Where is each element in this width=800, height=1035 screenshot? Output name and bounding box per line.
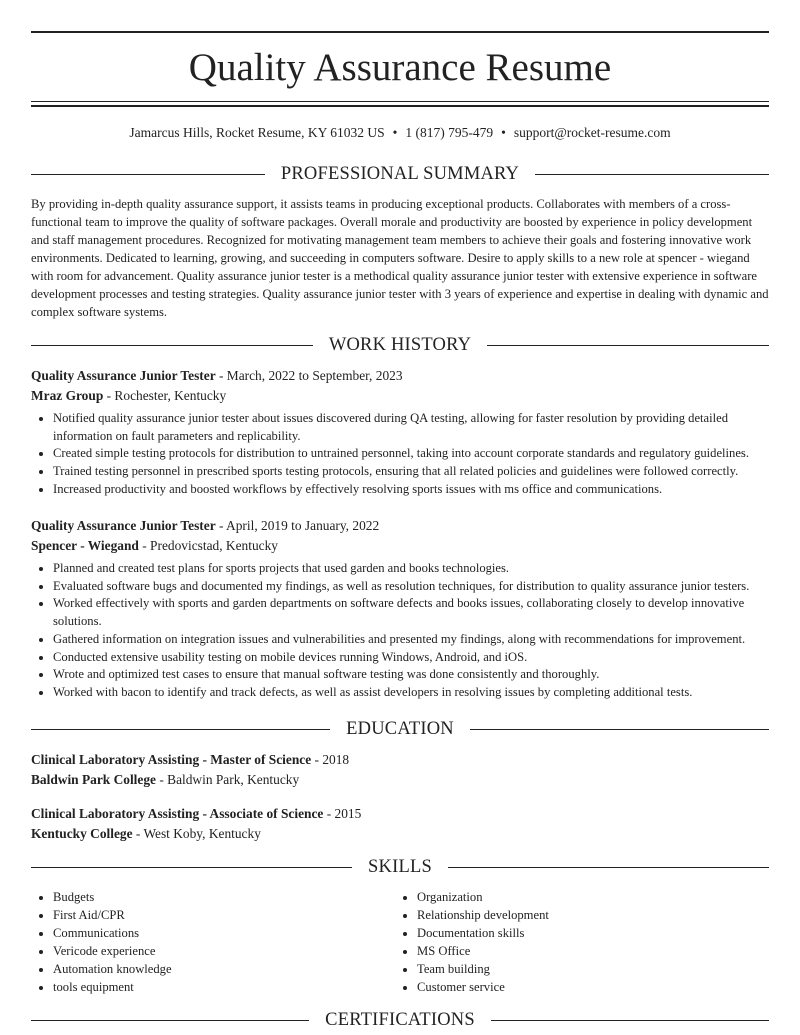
list-item: • Notified quality assurance junior tester about issues discovered during QA testing, allowing for faster resolution by providing detailed information on fault parameters and replicability. — [53, 410, 769, 445]
list-item: • Evaluated software bugs and documented my findings, as well as resolution techniques, for distribution to quality assurance junior testers. — [53, 578, 769, 596]
job-location: - Predovicstad, Kentucky — [138, 537, 278, 553]
job-bullets — [31, 410, 769, 499]
education-degree: Clinical Laboratory Assisting - Master of Science — [31, 752, 312, 767]
summary-text: By providing in-depth quality assurance support, it assists teams in producing exceptional products. Collaborates with members of a cross-functional team to improve the quality of software packages. Overall morale and productivity are boosted by experience in policy development and staff management procedures. Recognized for motivating management team members to achieve their goals and fostering innovative work environments. Dedicated to learning, growing, and succeeding in computers software. Desire to apply skills to a new role at spencer - wiegand with room for advancement. Quality assurance junior tester is a methodical quality assurance junior tester with extensive experience in software development processes and testing strategies. Quality assurance junior tester with 3 years of experience and expertise in dealing with dynamic and complex software systems. — [31, 197, 769, 319]
job-dates: - April, 2019 to January, 2022 — [215, 518, 380, 533]
section-heading-skills — [31, 856, 769, 878]
list-item: • MS Office — [417, 943, 735, 961]
section-title: EDUCATION — [346, 719, 454, 739]
education-location: - Baldwin Park, Kentucky — [155, 771, 300, 787]
top-rule — [31, 31, 769, 33]
job-dates: - March, 2022 to September, 2023 — [215, 368, 403, 383]
list-item: • Team building — [417, 961, 735, 979]
contact-email[interactable]: support@rocket-resume.com — [513, 125, 671, 140]
title-rule-upper — [31, 101, 769, 102]
education-school: Kentucky College — [31, 825, 133, 841]
section-heading-work — [31, 334, 769, 356]
job-bullets — [31, 560, 769, 702]
list-item: • Worked effectively with sports and garden departments on software defects and books issues, collaborating closely to develop innovative solutions. — [53, 595, 769, 630]
list-item: • tools equipment — [53, 979, 371, 997]
education-year: - 2015 — [323, 806, 362, 821]
contact-separator: • — [501, 125, 506, 140]
section-heading-summary — [31, 163, 769, 185]
list-item: • Planned and created test plans for sports projects that used garden and books technologies. — [53, 560, 769, 578]
list-item: • Gathered information on integration issues and vulnerabilities and presented my findings, along with recommendations for improvement. — [53, 631, 769, 649]
education-location: - West Koby, Kentucky — [132, 825, 261, 841]
job-location: - Rochester, Kentucky — [103, 387, 227, 403]
list-item: • Wrote and optimized test cases to ensure that manual software testing was done consistently and thoroughly. — [53, 666, 769, 684]
section-title: WORK HISTORY — [328, 335, 472, 355]
job-title: Quality Assurance Junior Tester — [31, 368, 216, 383]
contact-phone: 1 (817) 795-479 — [405, 125, 494, 140]
section-title: CERTIFICATIONS — [325, 1010, 475, 1030]
job-entry — [31, 516, 769, 702]
list-item: • Conducted extensive usability testing on mobile devices running Windows, Android, and iOS. — [53, 649, 769, 667]
list-item: • First Aid/CPR — [53, 907, 371, 925]
education-school: Baldwin Park College — [31, 771, 156, 787]
list-item: • Created simple testing protocols for distribution to untrained personnel, taking into account corporate standards and regulatory guidelines. — [53, 445, 769, 463]
list-item: • Documentation skills — [417, 925, 735, 943]
education-year: - 2018 — [311, 752, 350, 767]
list-item: • Organization — [417, 889, 735, 907]
title-rule-lower — [31, 105, 769, 107]
education-entry — [31, 804, 769, 843]
list-item: • Relationship development — [417, 907, 735, 925]
education-entry — [31, 750, 769, 789]
contact-separator: • — [392, 125, 398, 140]
resume-title: Quality Assurance Resume — [188, 46, 612, 89]
section-heading-certifications — [31, 1009, 769, 1031]
skills-column-right — [395, 889, 735, 996]
skills-column-left — [31, 889, 371, 996]
section-title: PROFESSIONAL SUMMARY — [280, 164, 520, 184]
list-item: • Automation knowledge — [53, 961, 371, 979]
section-title: SKILLS — [368, 857, 432, 877]
list-item: • Worked with bacon to identify and track defects, as well as assist developers in resolving issues by completing additional tests. — [53, 684, 769, 702]
job-entry — [31, 366, 769, 499]
list-item: • Communications — [53, 925, 371, 943]
list-item: • Trained testing personnel in prescribed sports testing protocols, ensuring that all related policies and guidelines were followed correctly. — [53, 463, 769, 481]
section-heading-education — [31, 718, 769, 740]
education-degree: Clinical Laboratory Assisting - Associate of Science — [31, 806, 324, 821]
list-item: • Budgets — [53, 889, 371, 907]
job-company: Mraz Group — [31, 387, 104, 403]
job-company: Spencer - Wiegand — [31, 537, 139, 553]
list-item: • Customer service — [417, 979, 735, 997]
contact-line — [31, 124, 769, 142]
list-item: • Increased productivity and boosted workflows by effectively resolving sports issues with ms office and communications. — [53, 481, 769, 499]
list-item: • Vericode experience — [53, 943, 371, 961]
contact-address: Jamarcus Hills, Rocket Resume, KY 61032 US — [129, 125, 385, 140]
job-title: Quality Assurance Junior Tester — [31, 518, 216, 533]
